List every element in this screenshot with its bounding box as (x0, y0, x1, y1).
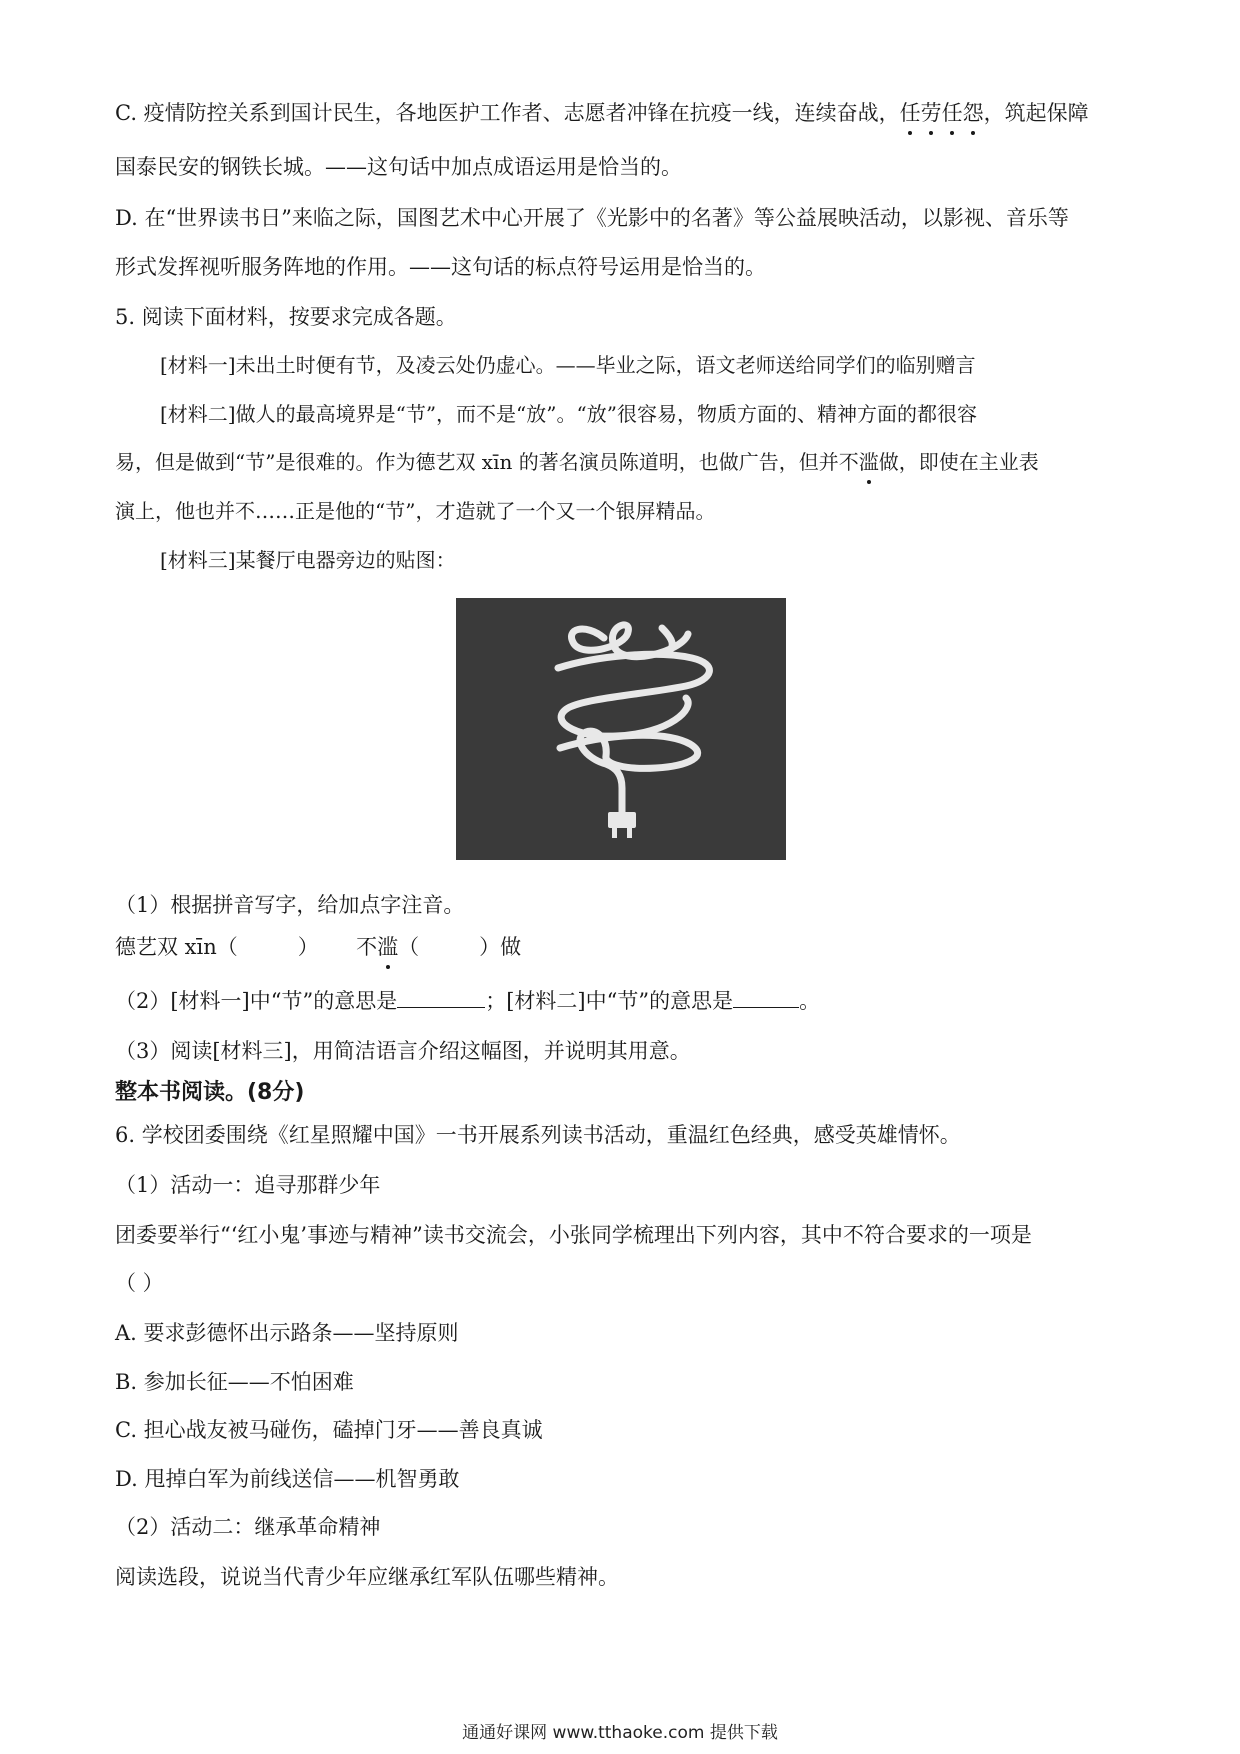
q5-sub1-items: 德艺双 xīn（ ） 不滥（ ）做 (115, 932, 521, 962)
q6-activity1: （1）活动一：追寻那群少年 (115, 1173, 381, 1197)
q6-activity1-desc: 团委要举行“‘红小鬼’事迹与精神”读书交流会，小张同学梳理出下列内容，其中不符合要求的一项是 (115, 1223, 1032, 1247)
q5-material2-line2: 易，但是做到“节”是很难的。作为德艺双 xīn 的著名演员陈道明，也做广告，但并不滥做，即使在主业表 (115, 447, 1039, 477)
q4-option-d-line1: D. 在“世界读书日”来临之际，国图艺术中心开展了《光影中的名著》等公益展映活动，以影视、音乐等 (115, 206, 1069, 230)
section-title: 整本书阅读。(8分) (115, 1080, 305, 1105)
material3-poster (456, 598, 786, 860)
dotted-char: 任 (942, 98, 963, 128)
q4-option-c-line1: C. 疫情防控关系到国计民生，各地医护工作者、志愿者冲锋在抗疫一线，连续奋战，任劳任怨，筑起保障 (115, 98, 1089, 128)
power-cord-jie-character-icon (456, 598, 786, 860)
dotted-char: 滥 (859, 447, 879, 477)
q6-option-a: A. 要求彭德怀出示路条——坚持原则 (115, 1321, 459, 1345)
q6-option-c: C. 担心战友被马碰伤，磕掉门牙——善良真诚 (115, 1418, 543, 1442)
q6-activity2: （2）活动二：继承革命精神 (115, 1515, 381, 1539)
answer-blank[interactable] (733, 985, 799, 1008)
dotted-char: 滥 (377, 932, 398, 962)
q5-material2-line1: [材料二]做人的最高境界是“节”，而不是“放”。“放”很容易，物质方面的、精神方面的都很容 (160, 402, 977, 426)
q5-material2-line3: 演上，他也并不……正是他的“节”，才造就了一个又一个银屏精品。 (115, 499, 716, 523)
q5-sub3: （3）阅读[材料三]，用简洁语言介绍这幅图，并说明其用意。 (115, 1039, 691, 1063)
dotted-char: 任 (900, 98, 921, 128)
q5-sub1: （1）根据拼音写字，给加点字注音。 (115, 893, 465, 917)
q4-option-c-line2: 国泰民安的钢铁长城。——这句话中加点成语运用是恰当的。 (115, 155, 682, 179)
q4-option-d-line2: 形式发挥视听服务阵地的作用。——这句话的标点符号运用是恰当的。 (115, 255, 766, 279)
q5-stem: 5. 阅读下面材料，按要求完成各题。 (115, 305, 457, 329)
dotted-char: 劳 (921, 98, 942, 128)
q6-activity2-desc: 阅读选段，说说当代青少年应继承红军队伍哪些精神。 (115, 1565, 619, 1589)
q6-option-d: D. 甩掉白军为前线送信——机智勇敢 (115, 1467, 460, 1491)
q6-option-b: B. 参加长征——不怕困难 (115, 1370, 354, 1394)
answer-blank[interactable] (397, 985, 485, 1008)
dotted-char: 怨 (963, 98, 984, 128)
q5-material1: [材料一]未出土时便有节，及凌云处仍虚心。——毕业之际，语文老师送给同学们的临别赠言 (160, 353, 976, 377)
footer-watermark: 通通好课网 www.tthaoke.com 提供下载 (462, 1723, 778, 1743)
q6-answer-paren: （ ） (115, 1271, 164, 1295)
q6-stem: 6. 学校团委围绕《红星照耀中国》一书开展系列读书活动，重温红色经典，感受英雄情怀。 (115, 1123, 961, 1147)
q5-sub2: （2）[材料一]中“节”的意思是 ；[材料二]中“节”的意思是 。 (115, 985, 820, 1016)
q5-material3: [材料三]某餐厅电器旁边的贴图： (160, 548, 456, 572)
